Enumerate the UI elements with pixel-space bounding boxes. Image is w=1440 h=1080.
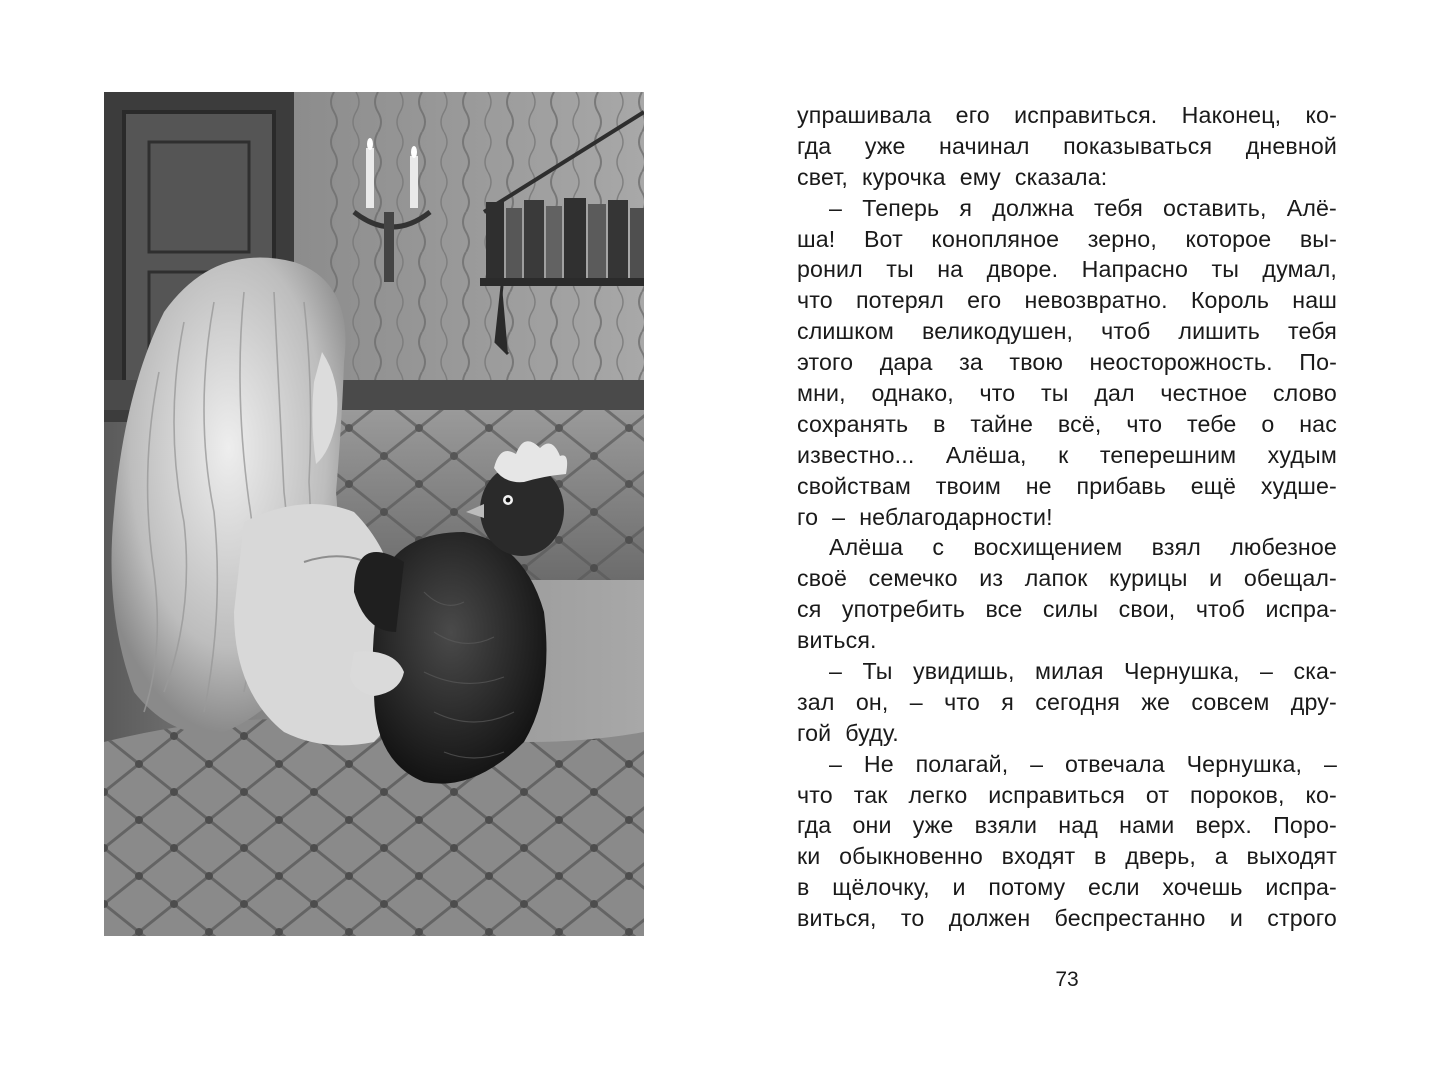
text-line: – Не полагай, – отвечала Чернушка, –: [829, 750, 1337, 777]
text-line: известно... Алёша, к теперешним худым: [797, 441, 1337, 468]
text-line: слишком великодушен, чтоб лишить тебя: [797, 318, 1337, 345]
text-line: свойствам твоим не прибавь ещё худше-: [797, 472, 1337, 499]
text-line: го – неблагодарности!: [797, 503, 1053, 530]
text-line: ша! Вот конопляное зерно, которое вы-: [797, 225, 1337, 252]
body-text: [797, 100, 1337, 934]
text-line: зал он, – что я сегодня же совсем дру-: [797, 688, 1337, 715]
text-line: своё семечко из лапок курицы и обещал-: [797, 565, 1337, 592]
text-line: ся употребить все силы свои, чтоб испра-: [797, 596, 1337, 623]
text-line: гда уже начинал показываться дневной: [797, 132, 1337, 159]
text-line: этого дара за твою неосторожность. По-: [797, 349, 1337, 376]
text-line: что потерял его невозвратно. Король наш: [797, 287, 1337, 314]
text-line: гда они уже взяли над нами верх. Поро-: [797, 812, 1337, 839]
text-line: виться, то должен беспрестанно и строго: [797, 905, 1337, 932]
text-line: – Теперь я должна тебя оставить, Алё-: [829, 194, 1337, 221]
text-line: – Ты увидишь, милая Чернушка, – ска-: [829, 658, 1337, 685]
text-line: ки обыкновенно входят в дверь, а выходят: [797, 843, 1337, 870]
text-line: виться.: [797, 627, 877, 654]
text-line: ронил ты на дворе. Напрасно ты думал,: [797, 256, 1337, 283]
girl-with-hen-illustration: [104, 92, 644, 936]
illustration-drawing: [104, 92, 644, 936]
text-line: мни, однако, что ты дал честное слово: [797, 380, 1337, 407]
text-line: в щёлочку, и потому если хочешь испра-: [797, 874, 1337, 901]
text-line: свет, курочка ему сказала:: [797, 163, 1108, 190]
text-line: сохранять в тайне всё, что тебе о нас: [797, 410, 1337, 437]
text-line: гой буду.: [797, 719, 899, 746]
text-line: что так легко исправиться от пороков, ко-: [797, 781, 1337, 808]
page-number: 73: [1055, 968, 1079, 991]
text-line: Алёша с восхищением взял любезное: [829, 534, 1337, 561]
text-line: упрашивала его исправиться. Наконец, ко-: [797, 102, 1337, 128]
